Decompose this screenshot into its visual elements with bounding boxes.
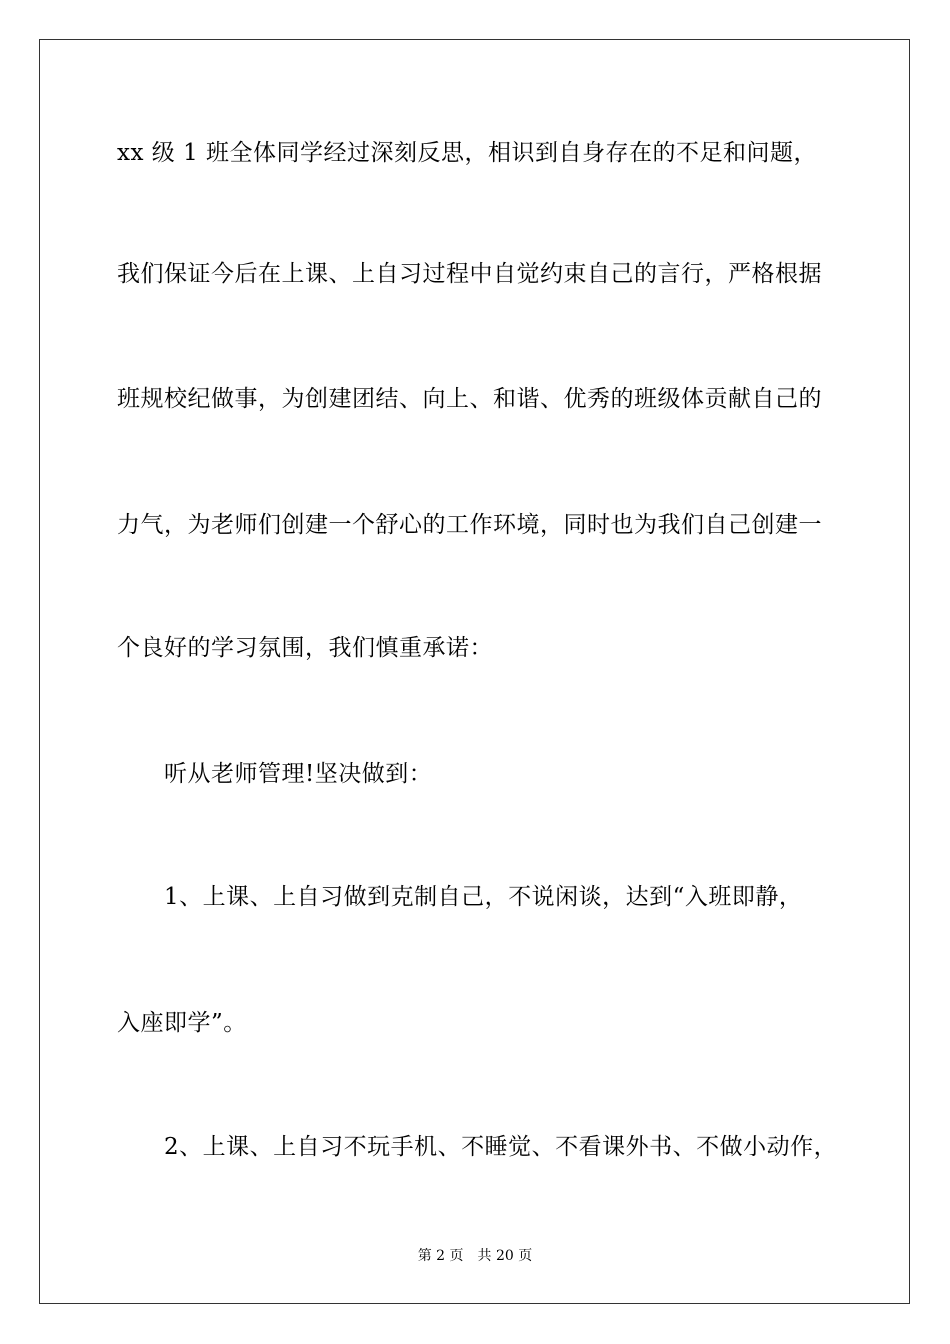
body-line-2: 我们保证今后在上课、上自习过程中自觉约束自己的言行，严格根据 — [117, 261, 822, 287]
page-number-footer: 第 2 页 共 20 页 — [417, 1248, 533, 1264]
body-line-1: xx 级 1 班全体同学经过深刻反思，相识到自身存在的不足和问题， — [117, 140, 818, 166]
body-line-3: 班规校纪做事，为创建团结、向上、和谐、优秀的班级体贡献自己的 — [117, 386, 822, 412]
body-line-4: 力气，为老师们创建一个舒心的工作环境，同时也为我们自己创建一 — [117, 512, 822, 538]
body-line-8: 入座即学”。 — [117, 1010, 247, 1036]
body-line-9: 2、上课、上自习不玩手机、不睡觉、不看课外书、不做小动作， — [164, 1134, 838, 1160]
page-border — [39, 39, 910, 1304]
body-line-6: 听从老师管理!坚决做到： — [164, 761, 433, 787]
body-line-7: 1、上课、上自习做到克制自己，不说闲谈，达到“入班即静， — [164, 884, 803, 910]
body-line-5: 个良好的学习氛围，我们慎重承诺： — [117, 635, 493, 661]
